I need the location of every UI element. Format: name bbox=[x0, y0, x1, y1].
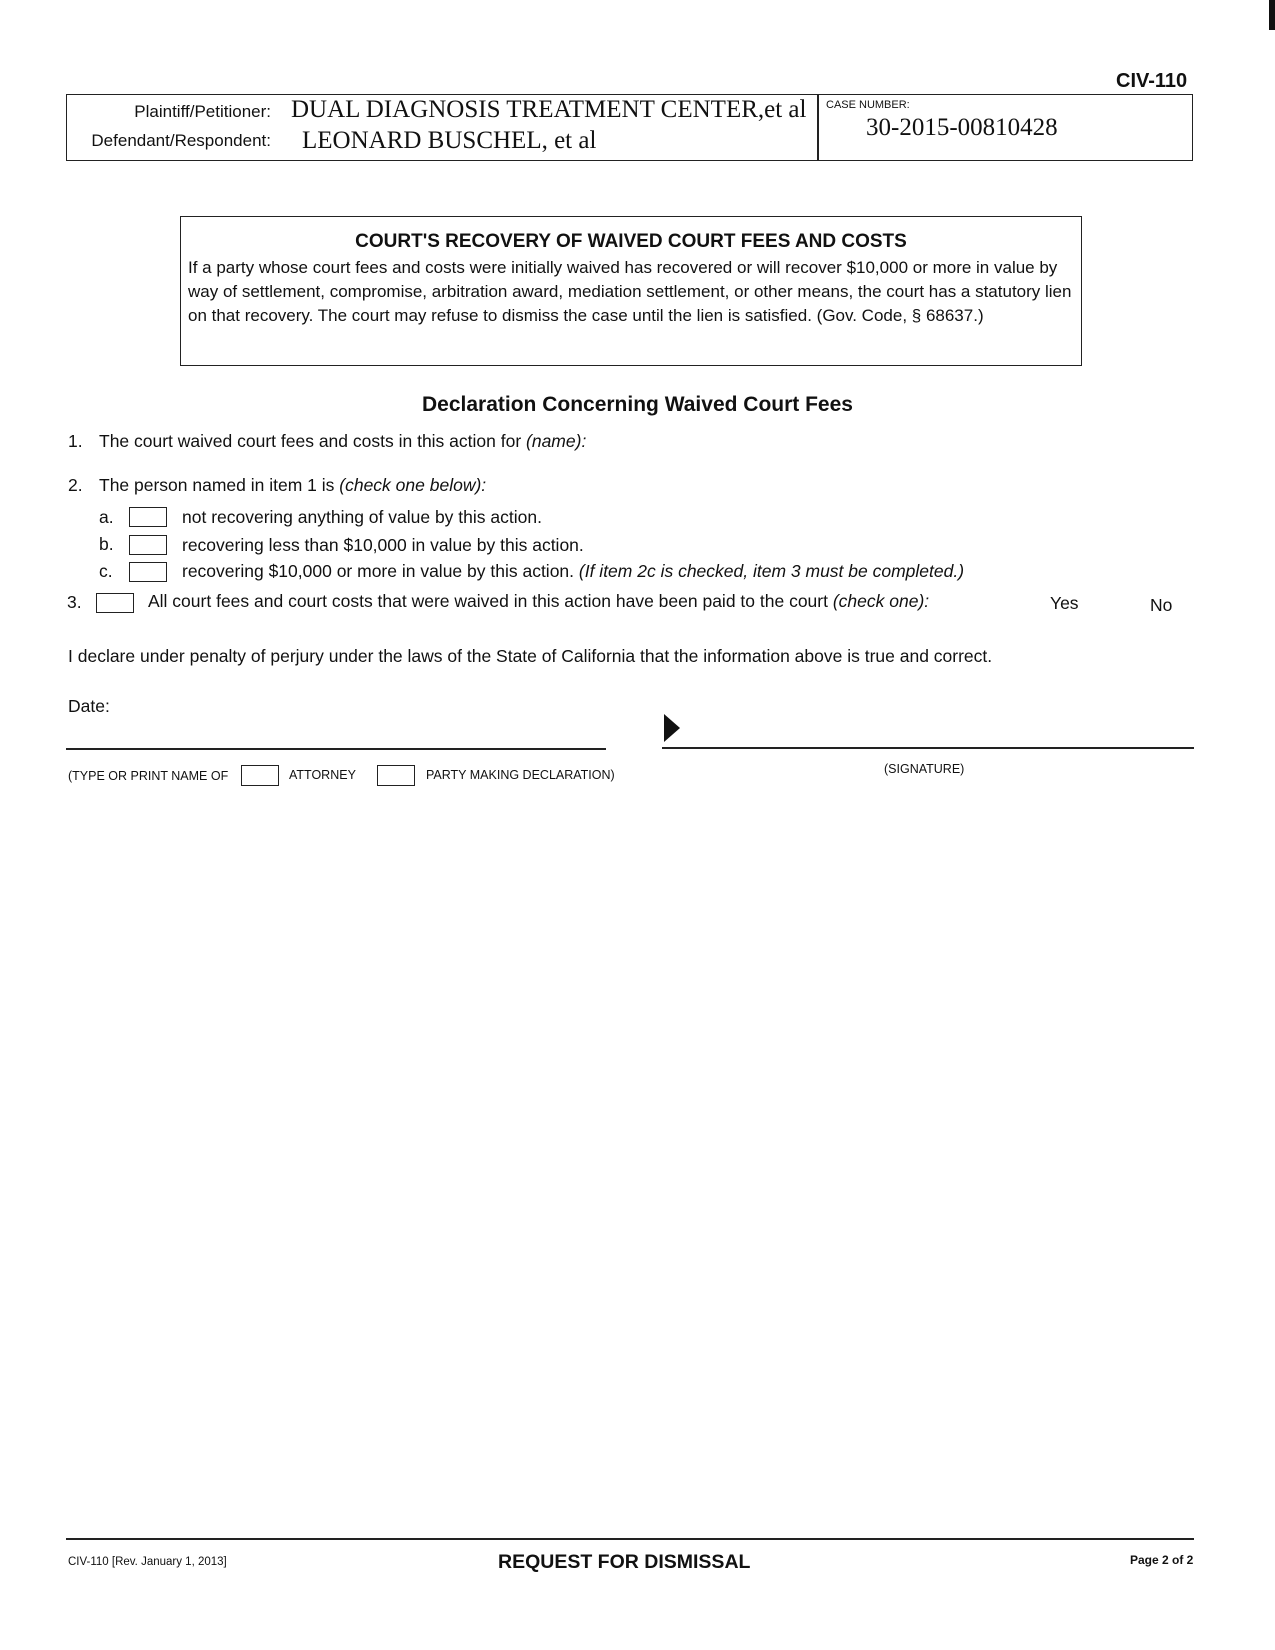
attorney-label: ATTORNEY bbox=[289, 768, 356, 782]
item-3-note: (check one): bbox=[832, 591, 930, 611]
notice-body: If a party whose court fees and costs were initially waived has recovered or will recover $10,000 or more in value by way of settlement, compromise, arbitration award, mediation settlement, or other means, the court has a statutory lien on that recovery. The court may refuse to dismiss the case until the lien is satisfied. (Gov. Code, § 68637.) bbox=[188, 258, 1072, 325]
item-2b-checkbox[interactable] bbox=[129, 535, 167, 555]
footer-form-rev: CIV-110 [Rev. January 1, 2013] bbox=[68, 1556, 227, 1568]
declaration-title: Declaration Concerning Waived Court Fees bbox=[422, 393, 853, 416]
item-2c-note: (If item 2c is checked, item 3 must be completed.) bbox=[578, 561, 965, 581]
item-2c bbox=[182, 561, 964, 582]
defendant-label: Defendant/Respondent: bbox=[91, 131, 271, 150]
item-2a-checkbox[interactable] bbox=[129, 507, 167, 527]
plaintiff-label: Plaintiff/Petitioner: bbox=[134, 102, 271, 121]
item-2b-letter: b. bbox=[99, 534, 114, 554]
signature-line[interactable] bbox=[662, 747, 1194, 749]
item-3-text: All court fees and court costs that were waived in this action have been paid to the court bbox=[148, 591, 833, 611]
signature-label: (SIGNATURE) bbox=[884, 762, 965, 776]
attorney-checkbox[interactable] bbox=[241, 765, 279, 786]
item-2c-letter: c. bbox=[99, 561, 113, 581]
item-2 bbox=[99, 475, 486, 496]
item-2a-text: not recovering anything of value by this action. bbox=[182, 507, 542, 527]
item-3 bbox=[148, 591, 929, 612]
item-2-note: (check one below): bbox=[339, 475, 487, 495]
item-2b-text: recovering less than $10,000 in value by this action. bbox=[182, 535, 584, 555]
item-1-text: The court waived court fees and costs in this action for bbox=[99, 431, 527, 451]
item-2c-checkbox[interactable] bbox=[129, 562, 167, 582]
perjury-statement: I declare under penalty of perjury under the laws of the State of California that the information above is true and correct. bbox=[68, 646, 993, 666]
item-2c-text: recovering $10,000 or more in value by this action. bbox=[182, 561, 579, 581]
item-3-yes-option[interactable]: Yes bbox=[1050, 593, 1079, 613]
signature-arrow-icon bbox=[664, 714, 680, 742]
item-3-no-option[interactable]: No bbox=[1150, 595, 1173, 615]
item-1-note: (name): bbox=[526, 431, 587, 451]
item-1 bbox=[99, 431, 586, 452]
case-number-value: 30-2015-00810428 bbox=[866, 114, 1058, 141]
footer-title: REQUEST FOR DISMISSAL bbox=[498, 1551, 751, 1573]
printed-name-line[interactable] bbox=[66, 748, 606, 750]
item-1-number: 1. bbox=[68, 431, 83, 451]
notice-title: COURT'S RECOVERY OF WAIVED COURT FEES AND COSTS bbox=[355, 231, 907, 252]
form-number: CIV-110 bbox=[1116, 70, 1188, 92]
item-3-number: 3. bbox=[67, 592, 82, 612]
footer-page-number: Page 2 of 2 bbox=[1130, 1553, 1194, 1567]
caption-divider bbox=[817, 94, 819, 161]
footer-rule bbox=[66, 1538, 1194, 1540]
scan-edge-mark bbox=[1269, 0, 1275, 30]
party-checkbox[interactable] bbox=[377, 765, 415, 786]
item-3-checkbox[interactable] bbox=[96, 593, 134, 613]
plaintiff-value: DUAL DIAGNOSIS TREATMENT CENTER,et al bbox=[291, 96, 807, 123]
type-print-label: (TYPE OR PRINT NAME OF bbox=[68, 769, 229, 783]
defendant-value: LEONARD BUSCHEL, et al bbox=[302, 127, 597, 154]
case-number-label: CASE NUMBER: bbox=[826, 99, 910, 111]
item-2-number: 2. bbox=[68, 475, 83, 495]
date-label: Date: bbox=[68, 696, 110, 716]
party-label: PARTY MAKING DECLARATION) bbox=[426, 768, 615, 782]
item-2-text: The person named in item 1 is bbox=[99, 475, 340, 495]
item-2a-letter: a. bbox=[99, 507, 114, 527]
